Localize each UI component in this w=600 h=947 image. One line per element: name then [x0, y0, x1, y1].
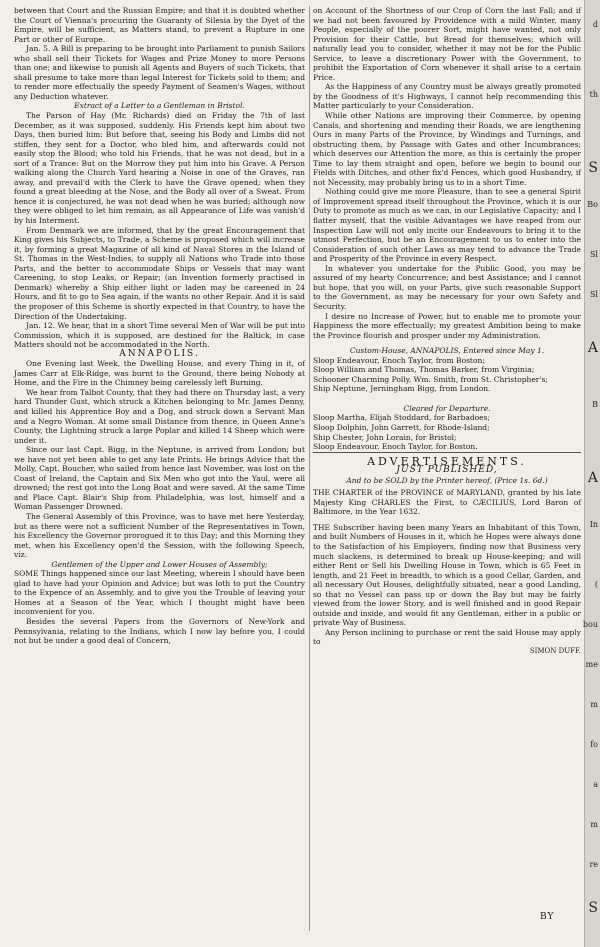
list-item: Sloop William and Thomas, Thomas Barker, from Virginia;: [313, 365, 535, 375]
speech-paragraph-2: Besides the several Papers from the Governors of New-York and Pennsylvania, relating to the Indians, which I now lay before you, I could not but be under a good deal of Concern,: [14, 617, 305, 646]
article-capt-bigg: Since our last Capt. Bigg, in the Neptune, is arrived from London; but we have not yet been able to get any late Prints. He brings Advice that the Molly, Capt. Boucher, who sailed from hence last November, was lost on the Coast of Ireland, the Captain and Six Men who got into the Yaul, were all drowned; the rest got into the Long Boat and were saved. At the same Time and Place Capt. Blair's Ship from Philadelphia, was lost, himself and a Woman Passenger Drowned.: [14, 445, 305, 512]
edge-fragment: Sl: [589, 290, 598, 299]
edge-fragment: m: [590, 700, 598, 709]
customs-heading: Custom-House, ANNAPOLIS, Entered since May 1.: [349, 346, 545, 356]
list-item: Sloop Endeavour, Enoch Taylor, for Boston.: [313, 442, 478, 452]
advertisements-heading: ADVERTISEMENTS.: [313, 452, 581, 467]
page-catchword: BY: [540, 912, 555, 922]
extract-heading: Extract of a Letter to a Gentleman in Bristol.: [74, 101, 245, 111]
edge-fragment: (: [594, 580, 598, 589]
speech-improvement: Nothing could give me more Pleasure, than to see a general Spirit of Improvement spread itself throughout the Province, which it is our Duty to promote as much as we can, in our Legislative Capacity; and I flatter myself, that the visible Advantages we have reaped from our Inspection Law will not only incite our Endeavours to bring it to the utmost Perfection, but be an Encouragement to us to enter into the Consideration of such other Laws as may tend to advance the Trade and Prosperity of the Province in every Respect.: [313, 187, 581, 264]
edge-fragment: th: [589, 90, 598, 99]
list-item: Sloop Dolphin, John Garrett, for Rhode-Island;: [313, 422, 490, 432]
article-general-assembly: The General Assembly of this Province, was to have met here Yesterday, but as there were not a sufficient Number of the Representatives in Town, his Excellency the Governor prorogued it to this Day; and this Morning they met, when his Excellency open'd the Session, with the following Speech, viz.: [14, 511, 305, 560]
speech-heading: Gentlemen of the Upper and Lower Houses of Assembly;: [51, 559, 268, 569]
list-item: Schooner Charming Polly, Wm. Smith, from St. Christopher's;: [313, 374, 548, 384]
cleared-heading: Cleared for Departure.: [403, 403, 491, 413]
next-page-edge: [584, 0, 600, 947]
list-item: Sloop Endeavour, Enoch Taylor, from Boston;: [313, 355, 485, 365]
article-thunder-gust: We hear from Talbot County, that they had there on Thursday last, a very hard Thunder Gust, which struck a Kitchen belonging to Mr. James Denny, and killed his Apprentice Boy and a Dog, and struck down a Servant Man and a Negro Woman. At some small Distance from thence, in Queen Anne's County, the Lightning struck a large Poplar and killed 14 Sheep which were under it.: [14, 387, 305, 445]
speech-corn: on Account of the Shortness of our Crop of Corn the last Fall; and if we had not been favoured by Providence with a mild Winter, many People, especially of the poorer Sort, might have wanted, not only Provision for their Cattle, but Bread for themselves; which will naturally lead you to consider, whether it may not be for the Public Service, to leave a discretionary Power with the Government, to prohibit the Exportation of Corn whenever it shall arise to a certain Price.: [313, 6, 581, 82]
article-men-of-war: Jan. 12. We hear, that in a short Time several Men of War will be put into Commission, which it is supposed, are destined for the Baltick, in case Matters should not be accommodated in the North.: [14, 321, 305, 350]
edge-fragment: In: [589, 520, 598, 529]
sold-by-line: And to be SOLD by the Printer hereof, (Price 1s. 6d.): [346, 475, 548, 485]
edge-fragment: Bo: [587, 200, 598, 209]
speech-paragraph-1: SOME Things happened since our last Meeting, wherein I should have been glad to have had your Opinion and Advice; but was loth to put the Country to the Expence of an Assembly, and to give you the Trouble of leaving your Homes at a Season of the Year, which I thought might have been inconvenient for you.: [14, 569, 305, 617]
speech-power: I desire no Increase of Power, but to enable me to promote your Happiness the more effectually; my greatest Ambition being to make the Province flourish and prosper under my Administration.: [313, 311, 581, 340]
edge-fragment: S: [588, 160, 598, 176]
just-published-heading: JUST PUBLISHED,: [396, 465, 498, 476]
edge-fragment: A: [587, 340, 598, 356]
ad-house-for-sale: THE Subscriber having been many Years an Inhabitant of this Town, and built Numbers of Houses in it, which he Hopes were always done to the Satisfaction of his Employers, finding now that Business very much slackens, is determined to break up House-keeping; and will either Rent or Sell his Dwelling House in Town, which is 65 Feet in length, and 21 Feet in breadth, to which is a good Cellar, Garden, and all necessary Out Houses, delightfully situated, near a good Landing, so that no Vessel can pass up or down the Bay but may be fairly viewed from the lower Story, and is well finished and in good Repair outside and inside, and would fit any Gentleman, either in a public or private Way of Business.: [313, 522, 581, 628]
edge-fragment: re: [589, 860, 598, 869]
annapolis-heading: ANNAPOLIS.: [119, 348, 200, 359]
edge-fragment: a: [593, 780, 598, 789]
edge-fragment: B: [592, 400, 598, 409]
article-fire: One Evening last Week, the Dwelling House, and every Thing in it, of James Carr at Elk-Ridge, was burnt to the Ground, there being Nobody at Home, and the Fire in the Chimney being carelessly left Burning.: [14, 359, 305, 388]
speech-highways: As the Happiness of any Country must be always greatly promoted by the Goodness of it's Highways, I cannot help recommending this Matter particularly to your Consideration.: [313, 82, 581, 111]
right-column: [313, 6, 581, 657]
article-parliament-bill: Jan. 5. A Bill is preparing to be brought into Parliament to punish Sailors who shall sell their Tickets for Wages and Prize Money to more Persons than one; and likewise to punish all Agents and Buyers of such Tickets, that shall presume to take more than legal Interest for Tickets sold to them; and to render more effectually the speedy Payment of Seamen's Wages, without any Deduction whatever.: [14, 44, 305, 101]
article-parson-of-hay: The Parson of Hay (Mr. Richards) died on Friday the 7th of last December, as it was supposed, suddenly. His Friends kept him about two Days, then buried him: But before that, seeing his Body and Limbs did not stiffen, they sent for a Doctor, who bled him, and afterwards could not easily stop the Blood; who told his Friends, that he was not dead, but in a sort of a Trance: But on the Morrow they put him into his Grave. A Person walking along the Church Yard hearing a Noise in one of the Graves, ran away, and prevail'd with the Clerk to have the Grave opened; when they found a great bleeding at the Nose, and the Body all over of a Sweat. From hence it is conjectured, he was not dead when he was buried; although now they were obliged to let him remain, as all Appearance of Life was vanish'd by his Interment.: [14, 111, 305, 226]
left-column: [14, 6, 305, 646]
ad-charter: THE CHARTER of the PROVINCE of MARYLAND, granted by his late Majesty King CHARLES the First, to CÆCILIUS, Lord Baron of Baltimore, in the Year 1632.: [313, 488, 581, 517]
edge-fragment: me: [585, 660, 598, 669]
edge-fragment: bou: [582, 620, 598, 629]
article-russia: between that Court and the Russian Empire; and that it is doubted whether the Court of Vienna's procuring the Guaranty of Silesia by the Dyet of the Empire, will be sufficient, as Matters stand, to prevent a Rupture in one Part or other of Europe.: [14, 6, 305, 44]
article-denmark: From Denmark we are informed, that by the great Encouragement that King gives his Subjects, to Trade, a Scheme is proposed which will increase it, by forming a great Magazine of all kind of Naval Stores in the Island of St. Thomas in the West-Indies, to supply all Nations who Trade into those Parts, and the better to accommodate Ships or Vessels that may want Careening, to stop Leaks, or Repair; (an Invention formerly practised in Denmark) whereby a Ship either light or laden may be careened in 24 Hours, and fit to go to Sea again, if the wants no other Repair. And it is said the proposer of this Scheme is shortly expected in that Country, to have the Direction of the Undertaking.: [14, 225, 305, 321]
ad-signature: SIMON DUFF.: [529, 647, 581, 655]
edge-fragment: d: [592, 20, 598, 29]
list-item: Sloop Martha, Elijah Stoddard, for Barbadoes;: [313, 413, 490, 423]
edge-fragment: A: [587, 470, 598, 486]
speech-public-good: In whatever you undertake for the Public Good, you may be assured of my hearty Concurrence; and best Assistance; and I cannot but hope, that you will, on your Parts, give such reasonable Support to the Government, as may be necessary for your own Safety and Security.: [313, 263, 581, 311]
edge-fragment: Sl: [589, 250, 598, 259]
edge-fragment: fo: [590, 740, 598, 749]
entered-list: [313, 356, 581, 394]
speech-roads: While other Nations are improving their Commerce, by opening Canals, and shortening and mending their Roads, we are lengthening Ours in many Parts of the Province, by Windings and Turnings, and obstructing them, by Passage with Gates and other Incumbrances; which deserves our Attention the more, as this is certainly the proper Time to lay them straight and open, before we begin to bound our Fields with Ditches, and other fix'd Fences, which good Husbandry, if not Necessity, may probably bring us to in a short Time.: [313, 111, 581, 187]
list-item: Ship Chester, John Lorain, for Bristol;: [313, 432, 457, 442]
edge-fragment: S: [588, 900, 598, 916]
cleared-list: [313, 413, 581, 451]
column-divider: [309, 6, 310, 931]
ad-house-apply: Any Person inclining to purchase or rent the said House may apply to: [313, 627, 581, 647]
edge-fragment: m: [590, 820, 598, 829]
list-item: Ship Neptune, Jerningham Bigg, from London.: [313, 384, 491, 394]
